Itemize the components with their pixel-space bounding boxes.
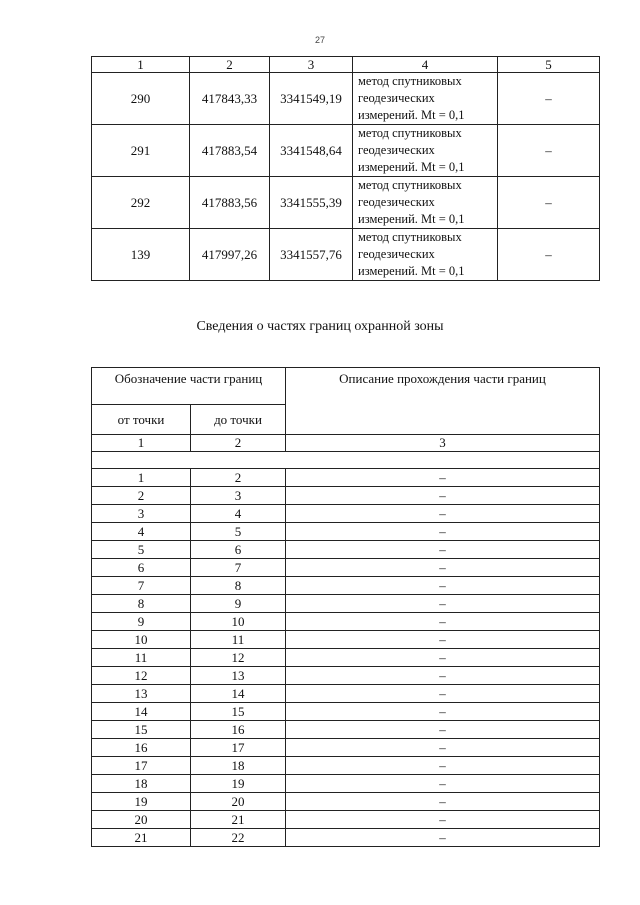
to-point: 19 [191, 775, 286, 793]
boundary-description: – [286, 739, 600, 757]
boundary-description: – [286, 631, 600, 649]
boundary-description-header: Описание прохождения части границ [286, 368, 600, 435]
boundary-description: – [286, 685, 600, 703]
point-number: 292 [92, 177, 190, 229]
boundary-part-row [92, 667, 600, 685]
boundary-parts-table [91, 367, 600, 847]
to-point-header: до точки [191, 405, 286, 435]
boundary-description: – [286, 811, 600, 829]
from-point: 9 [92, 613, 191, 631]
to-point: 18 [191, 757, 286, 775]
method-line: метод спутниковых [358, 230, 462, 244]
boundary-description: – [286, 613, 600, 631]
method-line: измерений. Mt = 0,1 [358, 108, 465, 122]
boundary-description: – [286, 757, 600, 775]
boundary-part-row [92, 595, 600, 613]
boundary-description: – [286, 595, 600, 613]
boundary-part-row [92, 757, 600, 775]
boundary-description: – [286, 577, 600, 595]
determination-method [353, 177, 498, 229]
boundary-part-row [92, 793, 600, 811]
boundary-part-row [92, 739, 600, 757]
from-point: 12 [92, 667, 191, 685]
to-point: 14 [191, 685, 286, 703]
column-number: 4 [353, 57, 498, 73]
boundary-part-row [92, 487, 600, 505]
method-line: измерений. Mt = 0,1 [358, 264, 465, 278]
point-number: 139 [92, 229, 190, 281]
column-number: 2 [191, 435, 286, 452]
from-point: 14 [92, 703, 191, 721]
to-point: 13 [191, 667, 286, 685]
method-line: метод спутниковых [358, 74, 462, 88]
x-coordinate: 417883,54 [190, 125, 270, 177]
boundary-description: – [286, 649, 600, 667]
from-point: 6 [92, 559, 191, 577]
boundary-part-row [92, 559, 600, 577]
boundary-description: – [286, 523, 600, 541]
from-point: 17 [92, 757, 191, 775]
note: – [498, 73, 600, 125]
page-number: 27 [314, 35, 325, 45]
to-point: 21 [191, 811, 286, 829]
to-point: 10 [191, 613, 286, 631]
parts-number-row [92, 435, 600, 452]
y-coordinate: 3341555,39 [270, 177, 353, 229]
determination-method [353, 229, 498, 281]
boundary-part-row [92, 685, 600, 703]
from-point: 18 [92, 775, 191, 793]
boundary-description: – [286, 667, 600, 685]
from-point: 4 [92, 523, 191, 541]
point-number: 291 [92, 125, 190, 177]
from-point: 3 [92, 505, 191, 523]
from-point-header: от точки [92, 405, 191, 435]
column-number: 1 [92, 435, 191, 452]
boundary-part-row [92, 523, 600, 541]
boundary-part-designation-header: Обозначение части границ [92, 368, 286, 405]
to-point: 5 [191, 523, 286, 541]
to-point: 22 [191, 829, 286, 847]
boundary-description: – [286, 505, 600, 523]
from-point: 11 [92, 649, 191, 667]
boundary-part-row [92, 469, 600, 487]
from-point: 16 [92, 739, 191, 757]
coordinates-row [92, 177, 600, 229]
parts-spacer-row [92, 452, 600, 469]
from-point: 7 [92, 577, 191, 595]
to-point: 8 [191, 577, 286, 595]
x-coordinate: 417997,26 [190, 229, 270, 281]
to-point: 16 [191, 721, 286, 739]
boundary-description: – [286, 559, 600, 577]
method-line: метод спутниковых [358, 178, 462, 192]
column-number: 2 [190, 57, 270, 73]
boundary-part-row [92, 649, 600, 667]
to-point: 20 [191, 793, 286, 811]
to-point: 11 [191, 631, 286, 649]
boundary-part-row [92, 703, 600, 721]
to-point: 6 [191, 541, 286, 559]
to-point: 4 [191, 505, 286, 523]
coordinates-row [92, 229, 600, 281]
from-point: 21 [92, 829, 191, 847]
method-line: измерений. Mt = 0,1 [358, 212, 465, 226]
to-point: 12 [191, 649, 286, 667]
from-point: 8 [92, 595, 191, 613]
coordinates-header-row [92, 57, 600, 73]
from-point: 2 [92, 487, 191, 505]
boundary-description: – [286, 829, 600, 847]
empty-cell [92, 452, 600, 469]
boundary-description: – [286, 703, 600, 721]
column-number: 3 [270, 57, 353, 73]
boundary-part-row [92, 775, 600, 793]
method-line: геодезических [358, 91, 435, 105]
from-point: 10 [92, 631, 191, 649]
from-point: 1 [92, 469, 191, 487]
method-line: геодезических [358, 143, 435, 157]
boundary-part-row [92, 505, 600, 523]
boundary-description: – [286, 775, 600, 793]
boundary-description: – [286, 487, 600, 505]
column-number: 5 [498, 57, 600, 73]
x-coordinate: 417883,56 [190, 177, 270, 229]
boundary-part-row [92, 541, 600, 559]
column-number: 1 [92, 57, 190, 73]
from-point: 5 [92, 541, 191, 559]
y-coordinate: 3341549,19 [270, 73, 353, 125]
from-point: 13 [92, 685, 191, 703]
method-line: геодезических [358, 195, 435, 209]
y-coordinate: 3341557,76 [270, 229, 353, 281]
from-point: 20 [92, 811, 191, 829]
to-point: 9 [191, 595, 286, 613]
coordinates-row [92, 125, 600, 177]
determination-method [353, 73, 498, 125]
note: – [498, 177, 600, 229]
to-point: 7 [191, 559, 286, 577]
note: – [498, 229, 600, 281]
boundary-part-row [92, 613, 600, 631]
to-point: 3 [191, 487, 286, 505]
method-line: метод спутниковых [358, 126, 462, 140]
determination-method [353, 125, 498, 177]
to-point: 17 [191, 739, 286, 757]
method-line: геодезических [358, 247, 435, 261]
boundary-description: – [286, 541, 600, 559]
from-point: 15 [92, 721, 191, 739]
note: – [498, 125, 600, 177]
section-title: Сведения о частях границ охранной зоны [196, 319, 444, 334]
boundary-part-row [92, 721, 600, 739]
boundary-part-row [92, 631, 600, 649]
boundary-part-row [92, 829, 600, 847]
boundary-part-row [92, 577, 600, 595]
coordinates-table [91, 56, 600, 281]
to-point: 2 [191, 469, 286, 487]
column-number: 3 [286, 435, 600, 452]
boundary-part-row [92, 811, 600, 829]
boundary-description: – [286, 721, 600, 739]
coordinates-row [92, 73, 600, 125]
point-number: 290 [92, 73, 190, 125]
parts-header-row [92, 368, 600, 405]
x-coordinate: 417843,33 [190, 73, 270, 125]
boundary-description: – [286, 793, 600, 811]
to-point: 15 [191, 703, 286, 721]
method-line: измерений. Mt = 0,1 [358, 160, 465, 174]
boundary-description: – [286, 469, 600, 487]
from-point: 19 [92, 793, 191, 811]
y-coordinate: 3341548,64 [270, 125, 353, 177]
